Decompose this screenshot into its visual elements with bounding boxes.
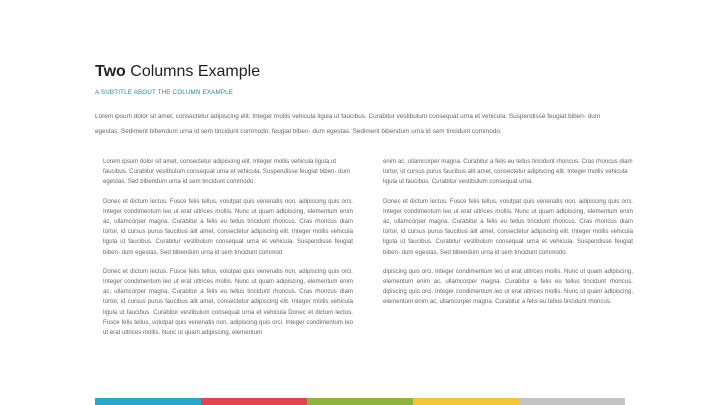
footer-color-segment xyxy=(201,398,307,405)
right-column-paragraph: enim ac, ullamcorper magna. Curabitur a felis eu tellus tincidunt rhoncus. Cras rhoncus diam tortor, id cursus purus faucibus alit amet, consectetur adipiscing elit. Integer mollis vehicula ligula ut faucibus. Curabitur vestibulum consequat urna. xyxy=(383,158,633,186)
footer-color-segment xyxy=(519,398,625,405)
footer-color-segment xyxy=(413,398,519,405)
left-column-paragraph: Donec et dictum lectus. Fusce felis tellus, volutpat quis venenatis non, adipiscing quis orci. Integer condimentum leo ut erat ultrices mollis. Nunc ut quam adipiscing, elementum enim ac, ullamcorper magna. Curabitur a felis eu tellus tincidunt rhoncus. Cras rhoncus diam tortor, id cursus purus faucibus alit amet, consectetur adipiscing elit. Integer mollis vehicula ligula ut faucibus. Curabitur vestibulum consequat urna et vehicula. Suspendisse feugiat biben- dum egestas. Sed bibendum urna id sem tincidunt commod xyxy=(103,197,353,256)
page-title xyxy=(95,63,260,81)
footer-color-bar xyxy=(95,398,625,405)
page-title-rest: Columns Example xyxy=(125,63,261,80)
right-column xyxy=(383,157,633,317)
left-column xyxy=(103,157,353,347)
left-column-paragraph: Lorem ipsum dolor sit amet, consectetur adipiscing elit. Integer mollis vehicula ligula ut faucibus. Curabitur vestibulum consequat urna et vehicula. Suspendisse feugiat biben- dum egestas. Sed bibendum urna id sem tincidunt commodo. xyxy=(103,158,350,186)
footer-color-segment xyxy=(95,398,201,405)
right-column-paragraph: Donec et dictum lectus. Fusce felis tellus, volutpat quis venenatis non, adipiscing quis orci. Integer condimentum leo ut erat ultrices mollis. Nunc ut quam adipiscing, elementum enim ac, ullamcorper magna. Curabitur a felis eu tellus tincidunt rhoncus. Cras rhoncus diam tortor, id cursus purus faucibus alit amet, consectetur adipiscing elit. Integer mollis vehicula ligula ut faucibus. Curabitur vestibulum consequat urna et vehicula. Suspendisse feugiat biben- dum egestas. Sed bibendum urna id sem tincidunt commodo. xyxy=(383,197,633,256)
page-subtitle: A SUBTITLE ABOUT THE COLUMN EXAMPLE xyxy=(95,89,234,96)
page-title-bold: Two xyxy=(95,63,126,80)
footer-color-segment xyxy=(307,398,413,405)
right-column-paragraph: dipiscing quis orci. Integer condimentum leo ut erat ultrices mollis. Nunc ut quam adipiscing, elementum enim ac, ullamcorper magna. Curabitur a felis eu tellus tincidunt rhoncus. dipiscing quis orci. Integer condimentum leo ut erat ultrices mollis. Nunc ut quam adipiscing, elementum enim ac, ullamcorper magna. Curabitur a felis eu tellus tincidunt rhoncus. xyxy=(383,267,633,306)
intro-paragraph: Lorem ipsum dolor sit amet, consectetur adipiscing elit. Integer mollis vehicula ligula ut faucibus. Curabitur vestibulum consequat urna et vehicula. Suspendisse feugiat biben- dum egestas. Sediment bibendum urna id sem tincidunt commodo. feugiat biben- dum egestas. Sediment bibendum urna id sem tincidunt commodo. xyxy=(95,113,601,135)
left-column-paragraph: Donec et dictum lectus. Fusce felis tellus, volutpat quis venenatis non, adipiscing quis orci. Integer condimentum leo ut erat ultrices mollis. Nunc ut quam adipiscing, elementum enim ac, ullamcorper magna. Curabitur a felis eu tellus tincidunt rhoncus. Cras rhoncus diam tortor, id cursus purus faucibus alit amet, consectetur adipiscing elit. Integer mollis vehicula ligula ut faucibus. Curabitur vestibulum consequat urna et vehicula Donec et dictum lectus. Fusce felis tellus, volutpat quis venenatis non, adipiscing quis orci. Integer condimentum leo ut erat ultrices mollis. Nunc ut quam adipiscing, elementum xyxy=(103,267,353,337)
